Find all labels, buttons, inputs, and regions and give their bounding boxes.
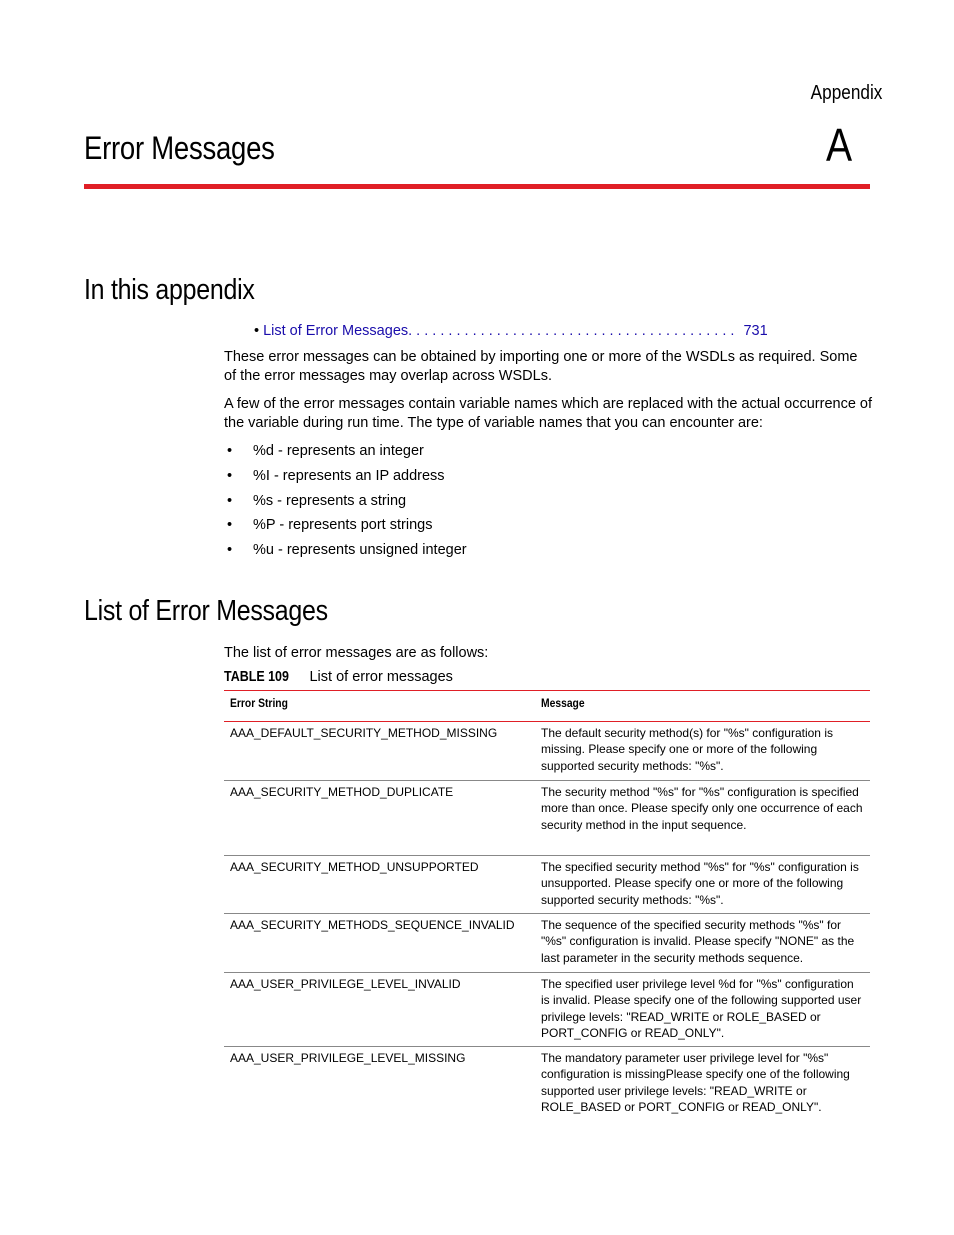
table-number: TABLE 109 xyxy=(224,669,289,685)
toc-entry xyxy=(254,323,768,339)
variables-paragraph: A few of the error messages contain variable names which are replaced with the actual occurrence of the variable during run time. The type of variable names that you can encounter are: xyxy=(224,396,873,431)
list-item xyxy=(224,491,467,516)
list-item-text: %I - represents an IP address xyxy=(253,467,445,484)
list-item xyxy=(224,540,467,565)
red-divider xyxy=(84,184,870,189)
column-header-message: Message xyxy=(535,691,870,722)
table-row xyxy=(224,781,870,856)
appendix-label: Appendix xyxy=(810,82,882,104)
table-row xyxy=(224,722,870,781)
message-cell: The specified security method "%s" for "%s" configuration is unsupported. Please specify one or more of the following supported security methods: "%s". xyxy=(535,856,870,914)
chapter-title: Error Messages xyxy=(84,130,275,166)
error-string-cell: AAA_SECURITY_METHOD_DUPLICATE xyxy=(224,781,535,856)
bullet-icon: • xyxy=(227,443,233,459)
error-messages-table xyxy=(224,690,870,1121)
bullet-icon: • xyxy=(227,542,233,559)
message-cell: The mandatory parameter user privilege level for "%s" configuration is missingPlease specify one of the following supported user privilege levels: "READ_WRITE or ROLE_BASED or PORT_CONFIG or READ_ONLY". xyxy=(541,1051,850,1115)
bullet-icon: • xyxy=(227,492,233,509)
list-item xyxy=(224,466,467,491)
intro-paragraph: These error messages can be obtained by importing one or more of the WSDLs as required. Some of the error messages may overlap across WSDLs. xyxy=(224,349,858,384)
column-header-error-string: Error String xyxy=(224,691,535,722)
in-this-appendix-heading: In this appendix xyxy=(84,274,255,306)
chapter-letter: A xyxy=(826,119,853,171)
table-row xyxy=(224,973,870,1047)
list-item xyxy=(224,441,467,466)
list-intro-paragraph: The list of error messages are as follows: xyxy=(224,645,489,661)
table-row xyxy=(224,856,870,914)
list-item xyxy=(224,515,467,540)
list-of-error-messages-heading: List of Error Messages xyxy=(84,595,328,627)
error-string-cell: AAA_USER_PRIVILEGE_LEVEL_INVALID xyxy=(224,973,535,1047)
bullet-icon: • xyxy=(227,517,233,534)
toc-page-link[interactable]: 731 xyxy=(743,323,768,339)
table-row xyxy=(224,1047,870,1121)
list-item-text: %s - represents a string xyxy=(253,492,407,509)
list-item-text: %d - represents an integer xyxy=(253,443,424,459)
toc-link-list-of-error-messages[interactable]: List of Error Messages. . . . . . . . . . . . . . . . . . . . . . . . . . . . . . . . . . . . . . . . . xyxy=(263,323,735,339)
error-string-cell: AAA_USER_PRIVILEGE_LEVEL_MISSING xyxy=(230,1051,466,1066)
message-cell: The sequence of the specified security methods "%s" for "%s" configuration is invalid. Please specify "NONE" as the last parameter in the security methods sequence. xyxy=(535,914,870,973)
list-item-text: %u - represents unsigned integer xyxy=(253,542,467,559)
bullet-icon: • xyxy=(227,467,233,484)
variable-type-list xyxy=(224,441,467,565)
list-item-text: %P - represents port strings xyxy=(253,517,433,534)
error-string-cell: AAA_SECURITY_METHODS_SEQUENCE_INVALID xyxy=(224,914,535,973)
table-caption xyxy=(224,669,453,685)
message-cell: The default security method(s) for "%s" configuration is missing. Please specify one or more of the following supported security methods: "%s". xyxy=(535,722,870,781)
message-cell: The specified user privilege level %d for "%s" configuration is invalid. Please specify one of the following supported user privilege levels: "READ_WRITE or ROLE_BASED or PORT_CONFIG or READ_ONLY". xyxy=(535,973,870,1047)
table-header-row xyxy=(224,691,870,722)
error-string-cell: AAA_DEFAULT_SECURITY_METHOD_MISSING xyxy=(224,722,535,781)
table-row xyxy=(224,914,870,973)
message-cell: The security method "%s" for "%s" configuration is specified more than once. Please specify only one occurrence of each security method in the input sequence. xyxy=(535,781,870,856)
table-title: List of error messages xyxy=(309,669,453,685)
bullet-icon: • xyxy=(254,323,260,339)
error-string-cell: AAA_SECURITY_METHOD_UNSUPPORTED xyxy=(224,856,535,914)
